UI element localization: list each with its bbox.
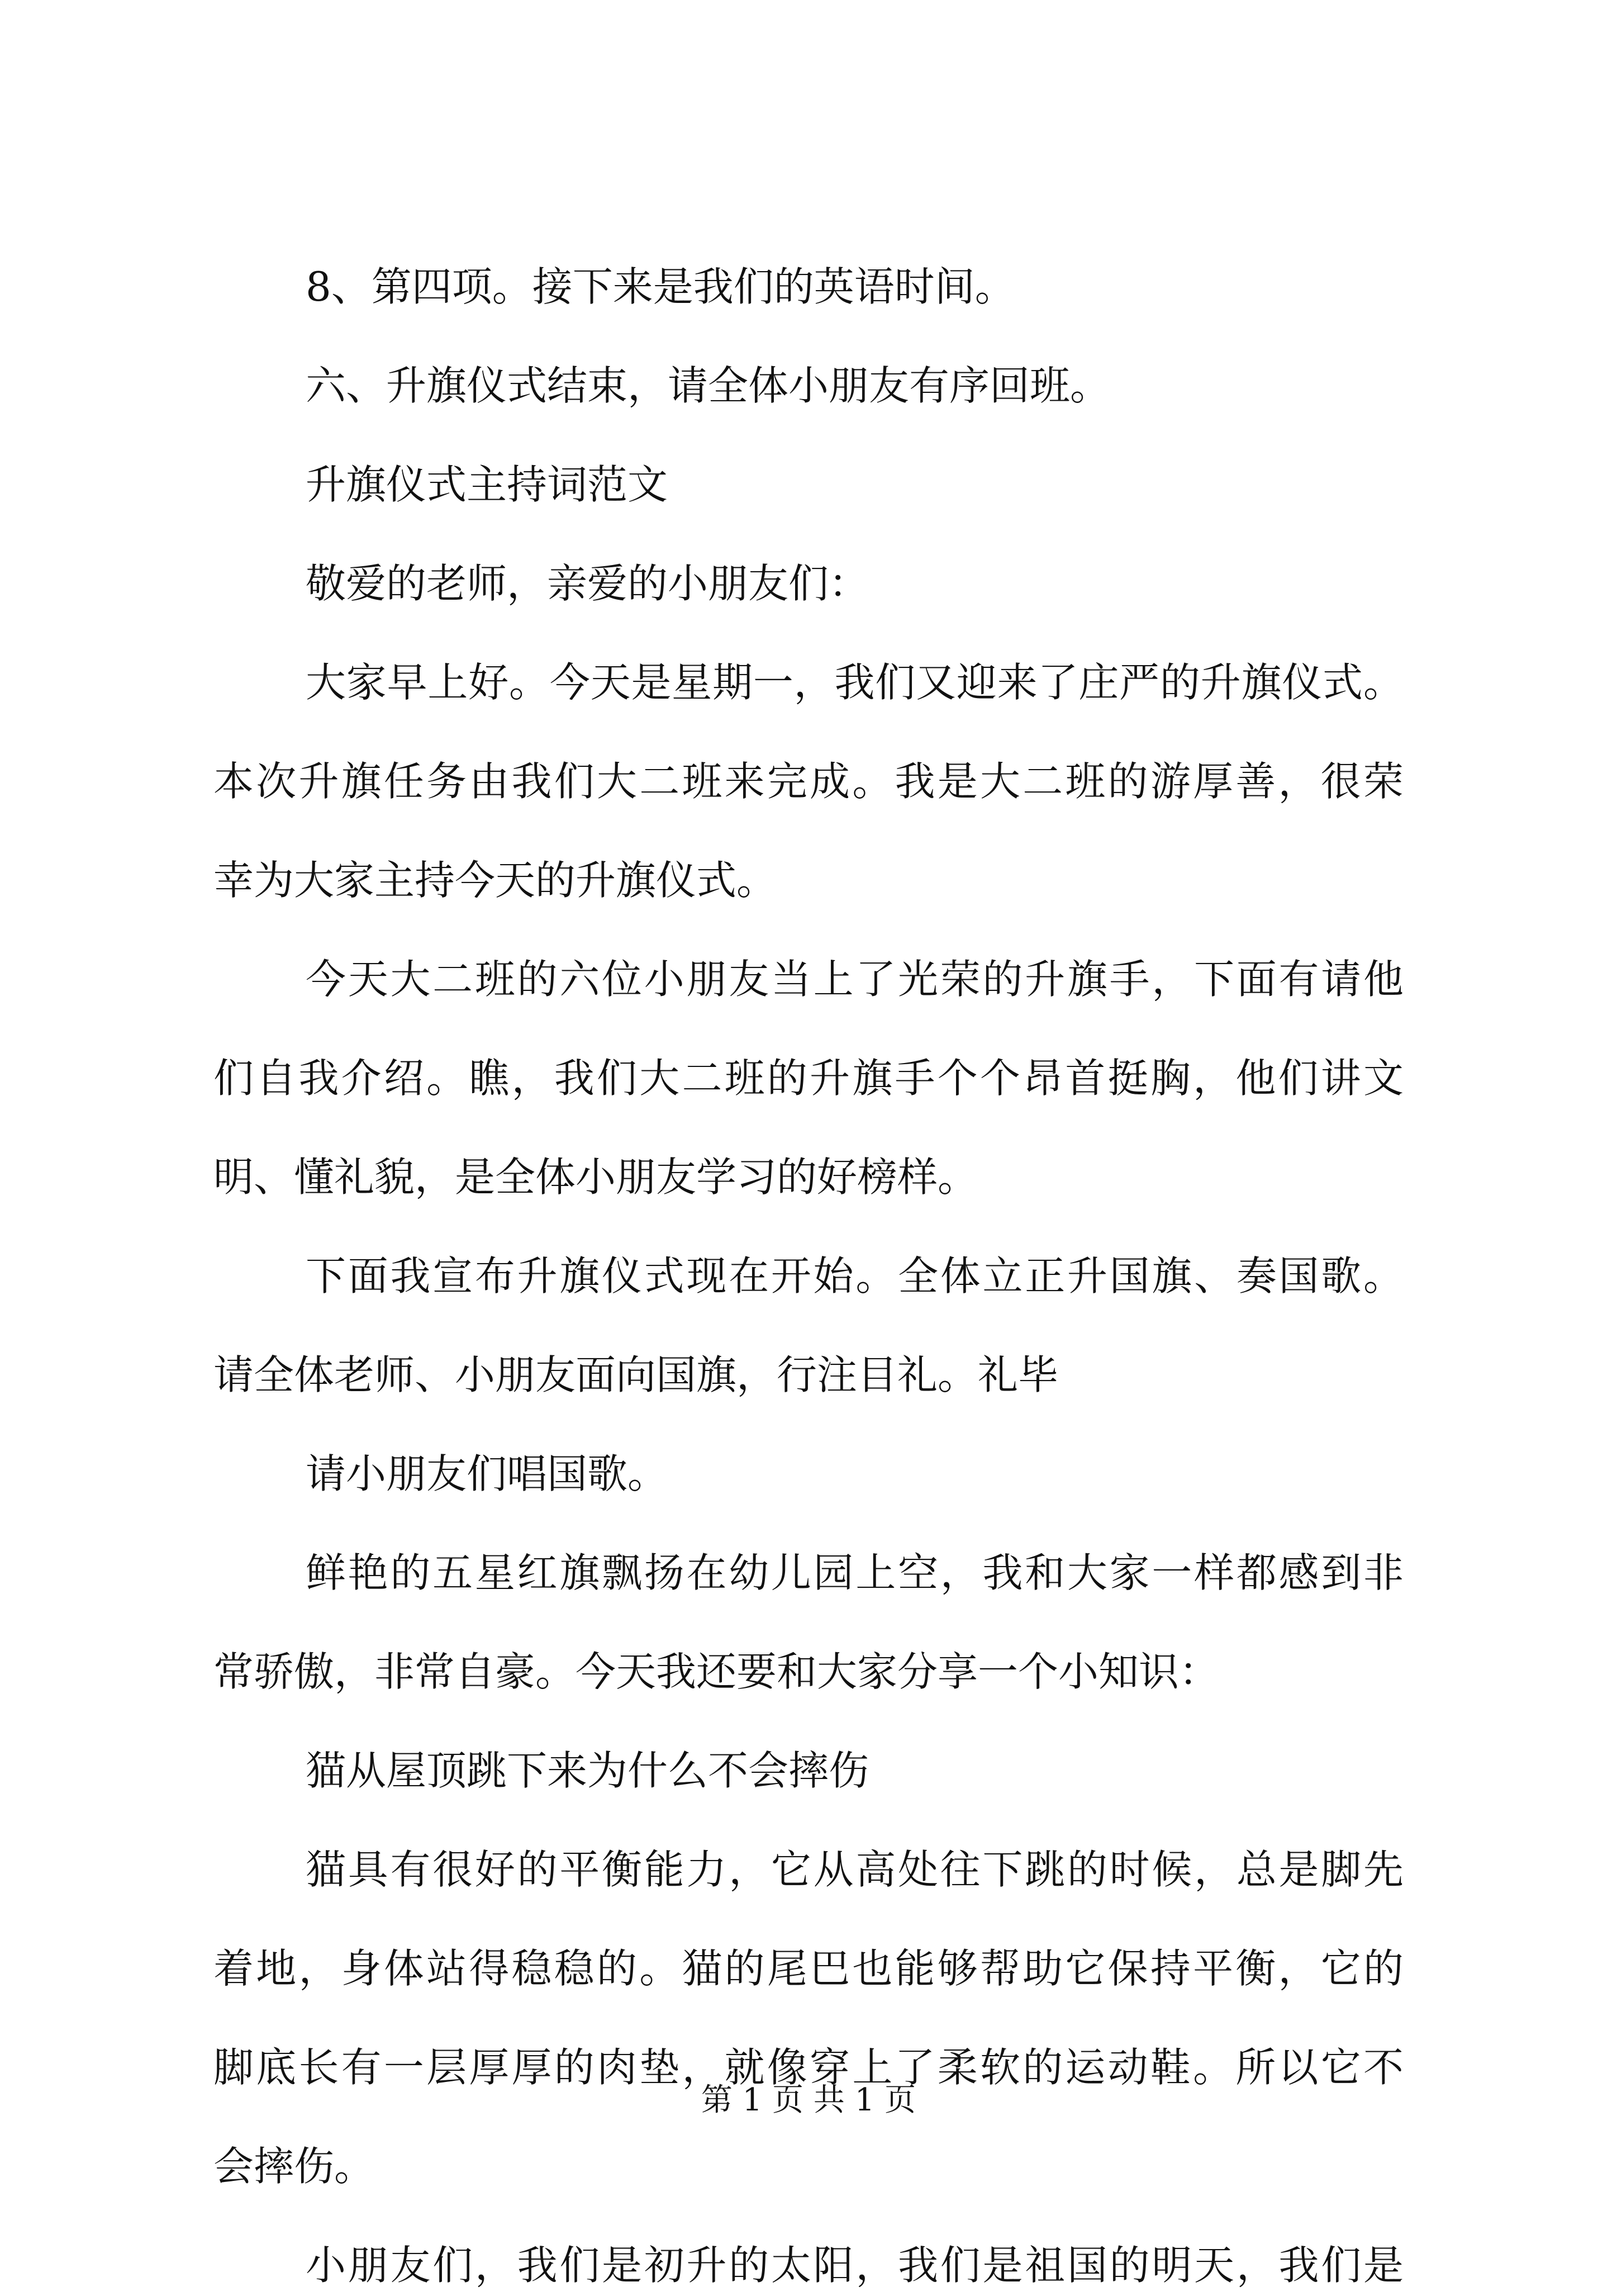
paragraph-line: 脚底长有一层厚厚的肉垫，就像穿上了柔软的运动鞋。所以它不 (213, 2044, 1404, 2091)
paragraph-line: 8、第四项。接下来是我们的英语时间。 (306, 263, 1015, 310)
paragraph-line: 请全体老师、小朋友面向国旗，行注目礼。礼毕 (213, 1351, 1059, 1398)
paragraph-line: 下面我宣布升旗仪式现在开始。全体立正升国旗、奏国歌。 (306, 1253, 1404, 1299)
paragraph-line: 明、懂礼貌，是全体小朋友学习的好榜样。 (213, 1154, 978, 1201)
paragraph-line: 敬爱的老师，亲爱的小朋友们： (306, 560, 869, 607)
paragraph-line: 幸为大家主持今天的升旗仪式。 (213, 857, 777, 904)
paragraph-line: 请小朋友们唱国歌。 (306, 1450, 668, 1497)
page-number-footer: 第 1 页 共 1 页 (701, 2082, 916, 2118)
paragraph-line: 着地，身体站得稳稳的。猫的尾巴也能够帮助它保持平衡，它的 (213, 1945, 1404, 1992)
paragraph-line: 鲜艳的五星红旗飘扬在幼儿园上空，我和大家一样都感到非 (306, 1549, 1404, 1596)
paragraph-line: 猫从屋顶跳下来为什么不会摔伤 (306, 1747, 869, 1794)
paragraph-line: 会摔伤。 (213, 2143, 375, 2190)
paragraph-line: 今天大二班的六位小朋友当上了光荣的升旗手，下面有请他 (306, 956, 1404, 1003)
paragraph-line: 常骄傲，非常自豪。今天我还要和大家分享一个小知识： (213, 1648, 1220, 1695)
paragraph-line: 们自我介绍。瞧，我们大二班的升旗手个个昂首挺胸，他们讲文 (213, 1055, 1404, 1102)
paragraph-line: 升旗仪式主持词范文 (306, 461, 668, 508)
paragraph-line: 小朋友们，我们是初升的太阳，我们是祖国的明天，我们是 (306, 2242, 1404, 2289)
paragraph-line: 大家早上好。今天是星期一，我们又迎来了庄严的升旗仪式。 (306, 659, 1404, 706)
paragraph-line: 猫具有很好的平衡能力，它从高处往下跳的时候，总是脚先 (306, 1846, 1404, 1893)
paragraph-line: 本次升旗任务由我们大二班来完成。我是大二班的游厚善，很荣 (213, 758, 1404, 805)
paragraph-line: 六、升旗仪式结束，请全体小朋友有序回班。 (306, 362, 1111, 409)
